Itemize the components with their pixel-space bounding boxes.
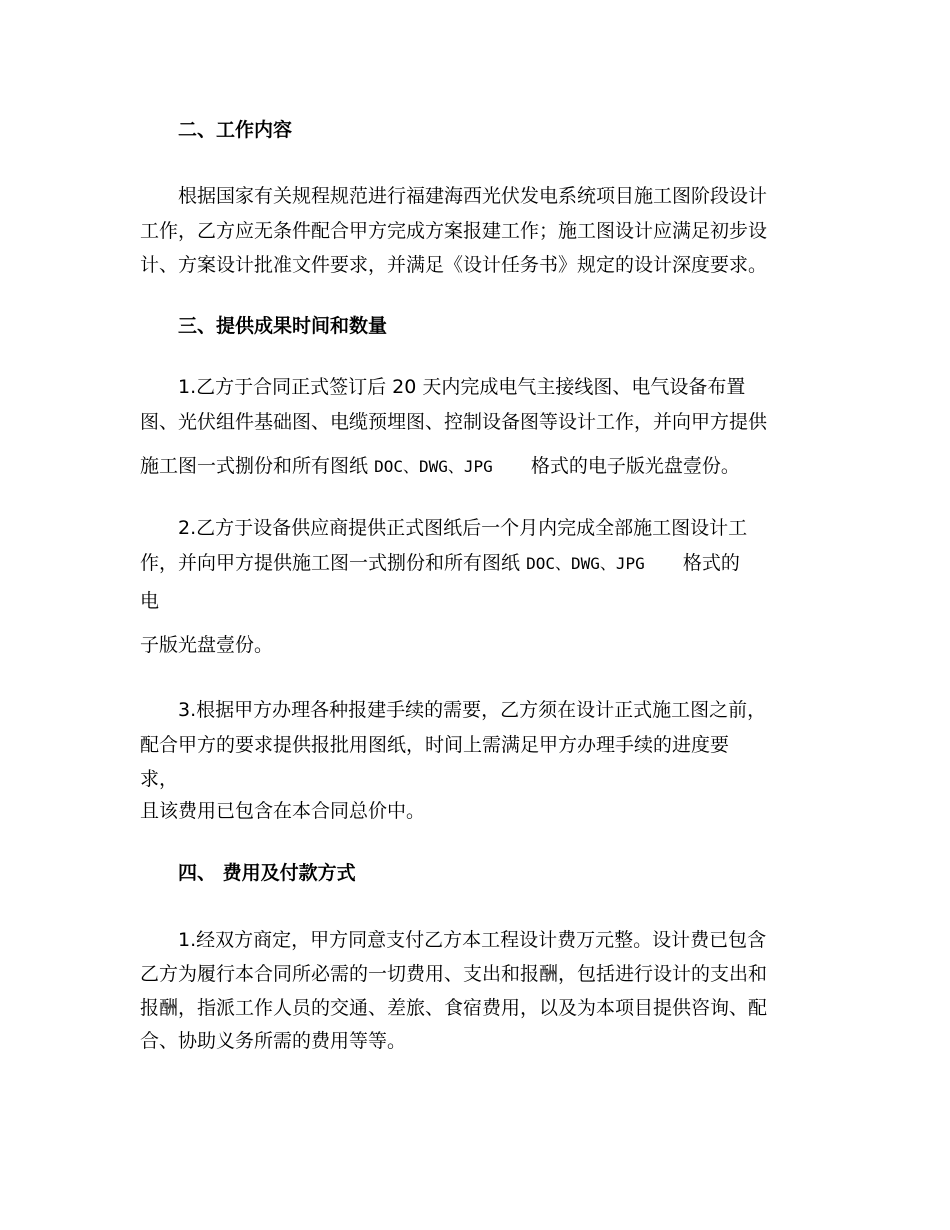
paragraph-line — [140, 453, 740, 480]
paragraph-line: 电 — [140, 590, 160, 612]
paragraph-line: 计、方案设计批准文件要求，并满足《设计任务书》规定的设计深度要求。 — [140, 254, 768, 276]
text-segment: 施工图一式捌份和所有图纸 — [140, 455, 369, 477]
section-heading-fees-payment: 四、 费用及付款方式 — [178, 862, 356, 884]
section-heading-work-content: 二、工作内容 — [178, 119, 293, 141]
section-heading-deliverables: 三、提供成果时间和数量 — [178, 315, 388, 337]
paragraph-line: 1.乙方于合同正式签订后 20 天内完成电气主接线图、电气设备布置 — [178, 376, 746, 398]
paragraph-line: 配合甲方的要求提供报批用图纸，时间上需满足甲方办理手续的进度要 — [140, 734, 730, 756]
paragraph-line: 图、光伏组件基础图、电缆预埋图、控制设备图等设计工作，并向甲方提供 — [140, 411, 768, 433]
paragraph-line: 3.根据甲方办理各种报建手续的需要，乙方须在设计正式施工图之前， — [178, 699, 767, 721]
paragraph-line: 乙方为履行本合同所必需的一切费用、支出和报酬，包括进行设计的支出和 — [140, 963, 768, 985]
paragraph-line — [140, 550, 740, 577]
paragraph-line: 报酬，指派工作人员的交通、差旅、食宿费用，以及为本项目提供咨询、配 — [140, 997, 768, 1019]
file-formats: DOC、DWG、JPG — [526, 554, 645, 573]
paragraph-line: 2.乙方于设备供应商提供正式图纸后一个月内完成全部施工图设计工 — [178, 517, 748, 539]
paragraph-line: 工作，乙方应无条件配合甲方完成方案报建工作；施工图设计应满足初步设 — [140, 220, 768, 242]
text-segment: 格式的 — [682, 552, 740, 574]
text-segment: 格式的电子版光盘壹份。 — [530, 455, 740, 477]
paragraph-line: 求， — [140, 768, 179, 790]
text-segment: 作，并向甲方提供施工图一式捌份和所有图纸 — [140, 552, 521, 574]
paragraph-line: 子版光盘壹份。 — [140, 634, 274, 656]
paragraph-line: 合、协助义务所需的费用等等。 — [140, 1030, 407, 1052]
paragraph-line: 且该费用已包含在本合同总价中。 — [140, 800, 426, 822]
file-formats: DOC、DWG、JPG — [374, 457, 493, 476]
paragraph-line: 1.经双方商定，甲方同意支付乙方本工程设计费万元整。设计费已包含 — [178, 929, 767, 951]
paragraph-line: 根据国家有关规程规范进行福建海西光伏发电系统项目施工图阶段设计 — [178, 185, 768, 207]
